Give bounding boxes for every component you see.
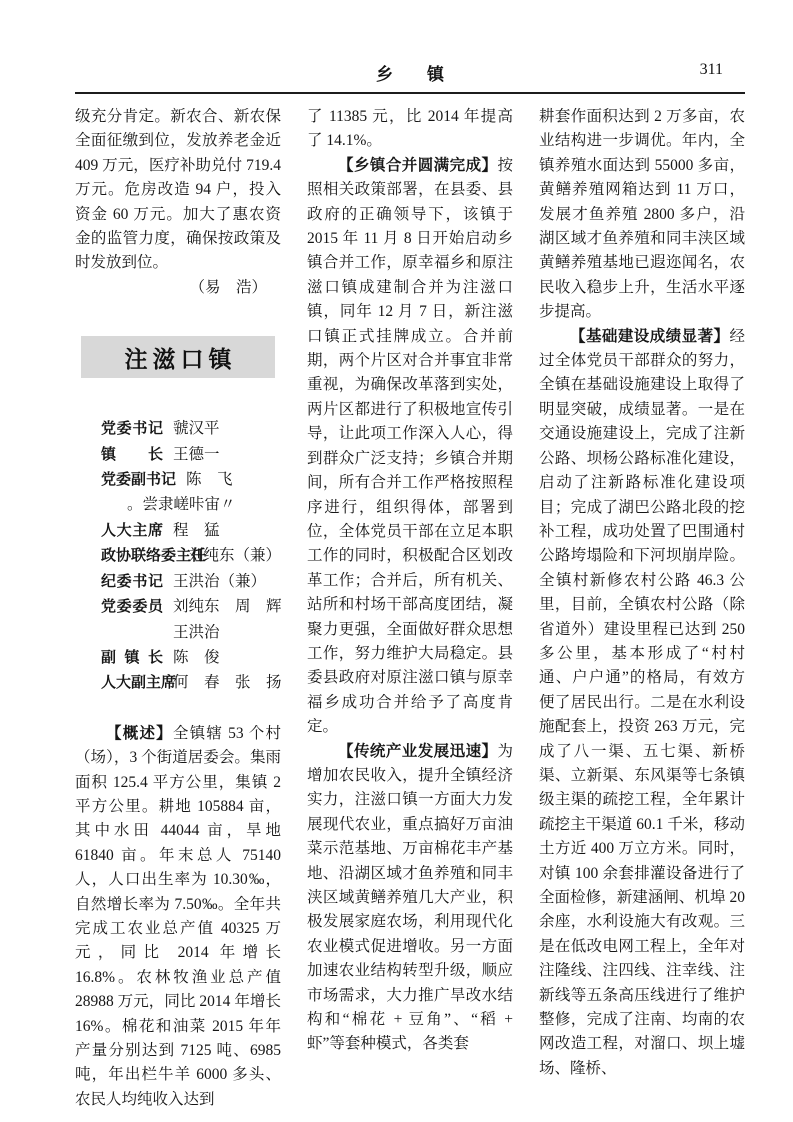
- roster-name: 王洪治（兼）: [173, 572, 267, 590]
- byline: （易 浩）: [189, 278, 267, 296]
- roster-title: 人大主席: [101, 521, 163, 539]
- roster-name: 陈 俊: [173, 648, 220, 666]
- roster-title: [101, 620, 163, 645]
- roster-name: 虢汉平: [173, 420, 220, 438]
- roster-title: 党委书记: [101, 420, 163, 438]
- roster-name: 王德一: [173, 445, 220, 463]
- entry-traditional-industry: [307, 740, 513, 1057]
- roster-name: 王洪治: [173, 623, 220, 641]
- column-2: [307, 105, 513, 1112]
- paragraph-continuation: 了 11385 元，比 2014 年提高了 14.1%。: [307, 108, 513, 150]
- roster-row-continuation: [101, 620, 281, 645]
- entry-heading: 【概述】: [106, 724, 173, 742]
- roster-title: 党委副书记: [101, 471, 177, 489]
- entry-heading: 【乡镇合并圆满完成】: [338, 156, 498, 174]
- roster-row: [101, 670, 281, 695]
- roster-name: 程 猛: [173, 521, 220, 539]
- roster-row: [101, 594, 281, 619]
- paragraph-continuation: 级充分肯定。新农合、新农保全面征缴到位，发放养老金近 409 万元，医疗补助兑付 719.4 万元。危房改造 94 户，投入资金 60 万元。加大了惠农资金的监管力度，确保按政策及时发放到位。: [75, 108, 281, 272]
- entry-township-merger: [307, 154, 513, 740]
- roster-title: 纪委书记: [101, 572, 163, 590]
- roster-name: 刘纯东（兼）: [187, 547, 281, 565]
- roster-row: [101, 518, 281, 543]
- entry-overview: [75, 722, 281, 1113]
- entry-heading: 【基础建设成绩显著】: [570, 327, 730, 345]
- roster-row: [101, 442, 281, 467]
- entry-body: 按照相关政策部署，在县委、县政府的正确领导下，该镇于 2015 年 11 月 8 日开始启动乡镇合并工作，原幸福乡和原注滋口镇成建制合并为注滋口镇，同年 12 月 7 日，新注滋口镇正式挂牌成立。合并前期，两个片区对合并事宜非常重视，为确保改革落到实处，两片区都进行了积极地宣传引导，让此项工作深入人心，得到群众广泛支持；乡镇合并期间，所有合并工作严格按照程序进行，组织得体，部署到位，全体党员干部在立足本职工作的同时，积极配合区划改革工作；合并后，所有机关、站所和村场干部高度团结，凝聚力更强，全面做好群众思想工作，努力维护大局稳定。县委县政府对原注滋口镇与原幸福乡成功合并给予了高度肯定。: [307, 156, 513, 736]
- column-1: [75, 105, 281, 1112]
- roster-name: 何 春 张 扬: [173, 674, 282, 692]
- roster-row: [101, 467, 281, 492]
- entry-infrastructure: [539, 325, 745, 1082]
- roster-title: 镇长: [101, 445, 163, 463]
- scan-artifact-text: 。尝隶嵯咔宙〃: [127, 496, 236, 514]
- roster-row: [101, 569, 281, 594]
- entry-body: 经过全体党员干部群众的努力，全镇在基础设施建设上取得了明显突破，成绩显著。一是在交通设施建设上，完成了注新公路、坝杨公路标准化建设，启动了注新路标准化建设项目；完成了湖巴公路北段的挖补工程，成功处置了巴围通村公路垮塌险和下河坝崩岸险。全镇村新修农村公路 46.3 公里，目前，全镇农村公路（除省道外）建设里程已达到 250 多公里，基本形成了“村村通、户户通”的格局，有效方便了居民出行。二是在水利设施配套上，投资 263 万元，完成了八一渠、五七渠、新桥渠、立新渠、东风渠等七条镇级主渠的疏挖工程，全年累计疏挖主干渠道 60.1 千米，移动土方近 400 万立方米。同时，对镇 100 余套排灌设备进行了全面检修，新建涵闸、机埠 20 余座，水利设施大有改观。三是在低改电网工程上，全年对注隆线、注四线、注幸线、注新线等五条高压线进行了维护整修，完成了注南、均南的农网改造工程，对溜口、坝上墟场、隆桥、: [539, 327, 745, 1077]
- section-title-box: [81, 336, 275, 378]
- roster-row: [101, 645, 281, 670]
- roster-title: 副镇长: [101, 648, 163, 666]
- text-columns: [75, 105, 745, 1112]
- roster-name: 陈 飞: [186, 471, 233, 489]
- roster-row: [101, 416, 281, 441]
- entry-heading: 【传统产业发展迅速】: [338, 742, 498, 760]
- roster-artifact-line: [101, 492, 281, 517]
- entry-body: 全镇辖 53 个村（场），3 个街道居委会。集雨面积 125.4 平方公里，集镇 2 平方公里。耕地 105884 亩，其中水田 44044 亩，旱地 61840 亩。年末总人 75140 人，人口出生率为 10.30‰，自然增长率为 7.50‰。全年共完成工农业总产值 40325 万元，同比 2014 年增长 16.8%。农林牧渔业总产值 28988 万元，同比 2014 年增长 16%。棉花和油菜 2015 年年产量分别达到 7125 吨、6985 吨，年出栏牛羊 6000 多头、农民人均纯收入达到: [75, 724, 281, 1108]
- roster-row: [101, 543, 281, 568]
- column-3: [539, 105, 745, 1112]
- entry-body: 为增加农民收入，提升全镇经济实力，注滋口镇一方面大力发展现代农业，重点搞好万亩油菜示范基地、万亩棉花丰产基地、沿湖区域才鱼养殖和同丰浃区域黄鳝养殖几大产业，积极发展家庭农场，利用现代化农业模式促进增收。另一方面加速农业结构转型升级，顺应市场需求，大力推广旱改水结构和“棉花 + 豆角”、“稻 + 虾”等套种模式，各类套: [307, 742, 513, 1053]
- page-number: 311: [699, 61, 723, 78]
- roster-title: 党委委员: [101, 598, 163, 616]
- header-rule: [75, 92, 745, 94]
- leadership-roster: [75, 416, 281, 695]
- header-title: 乡 镇: [376, 65, 444, 84]
- roster-title: 政协联络委主任: [101, 547, 207, 565]
- town-name: 注滋口镇: [124, 345, 237, 372]
- roster-name: 刘纯东 周 辉: [173, 598, 282, 616]
- roster-title: 人大副主席: [101, 674, 177, 692]
- paragraph-continuation: 耕套作面积达到 2 万多亩，农业结构进一步调优。年内，全镇养殖水面达到 55000 多亩，黄鳝养殖网箱达到 11 万口，发展才鱼养殖 2800 多户，沿湖区域才鱼养殖和同丰浃区域黄鳝养殖基地已遐迩闻名，农民收入稳步上升，生活水平逐步提高。: [539, 108, 745, 321]
- page-header: [75, 58, 745, 92]
